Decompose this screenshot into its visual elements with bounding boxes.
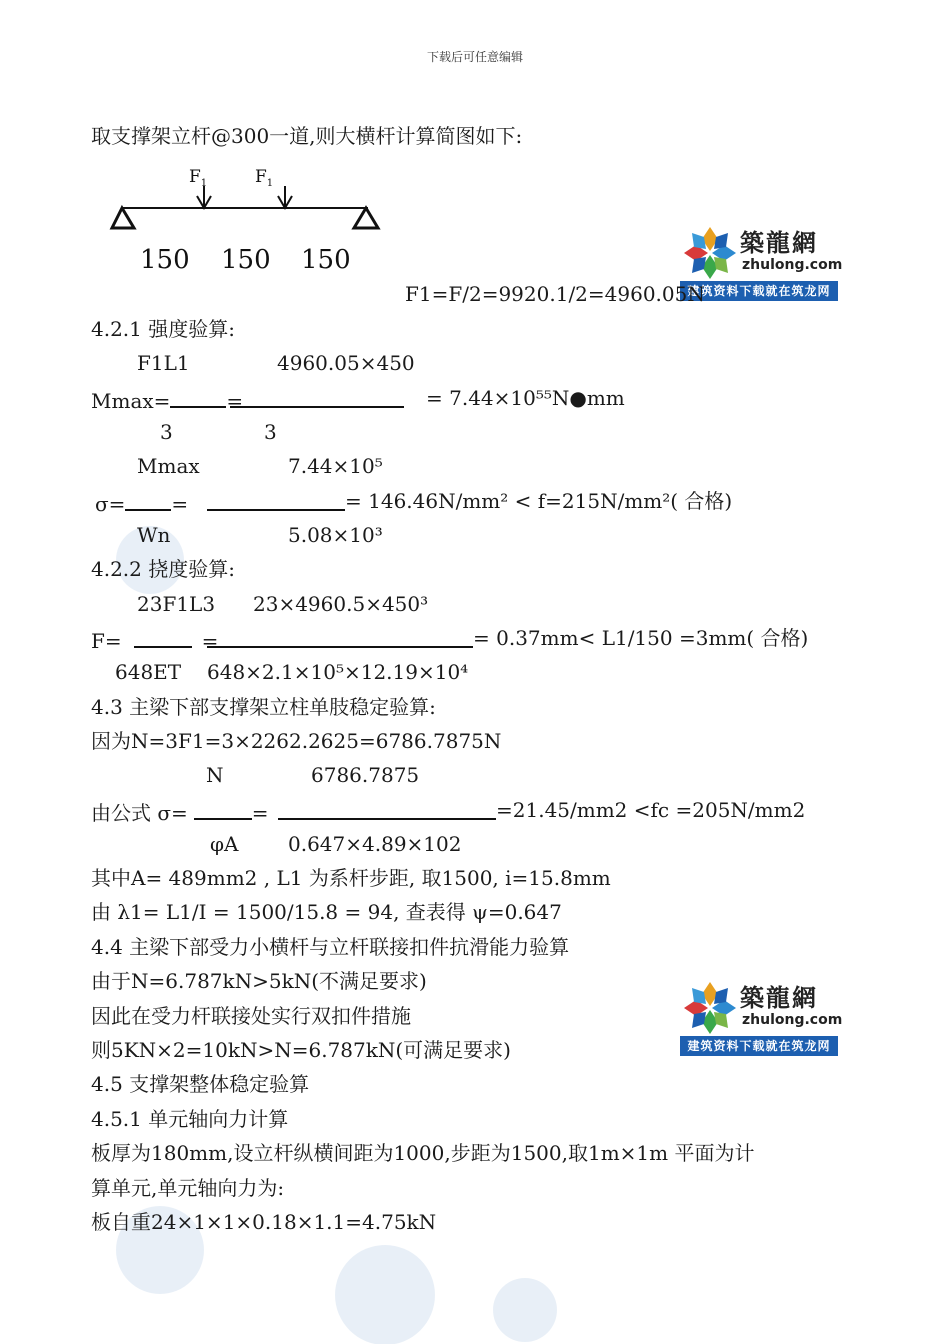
zhulong-logo: 築龍網 zhulong.com 建筑资料下载就在筑龙网 [680,221,838,303]
mmax-equation [91,386,243,413]
numerator2-left: Mmax [137,454,200,478]
watermark-snowflake-icon [330,1240,440,1344]
watermark-snowflake-icon [490,1270,560,1344]
span-label-1: 150 [140,245,190,275]
snowflake-logo-icon [682,980,738,1036]
fraction-bar [278,818,496,820]
numerator2-right: 7.44×10⁵ [288,454,383,478]
sigma-result: = 146.46N/mm² < f=215N/mm²( 合格) [345,489,733,513]
fraction-bar [207,509,345,511]
force-arrow-2-icon [278,186,292,208]
section-heading-44: 4.4 主梁下部受力小横杆与立杆联接扣件抗滑能力验算 [91,935,570,959]
section-heading-451: 4.5.1 单元轴向力计算 [91,1107,289,1131]
numerator-left: F1L1 [137,351,190,375]
equals: = [171,492,189,516]
equals: = [201,629,219,653]
body-line-2: 算单元,单元轴向力为: [91,1176,285,1200]
span-label-3: 150 [301,245,351,275]
denominator2-left: Wn [137,523,171,547]
denominator-right: 648×2.1×10⁵×12.19×10⁴ [207,660,469,684]
body-line-1: 板厚为180mm,设立杆纵横间距为1000,步距为1500,取1m×1m 平面为计 [91,1141,755,1165]
stability-equation [91,798,269,825]
span-label-2: 150 [221,245,271,275]
zhulong-logo: 築龍網 zhulong.com 建筑资料下载就在筑龙网 [680,976,838,1058]
right-support-icon [354,208,378,228]
denominator-right: 3 [264,420,277,444]
beam-diagram [100,160,400,280]
section-heading-43: 4.3 主梁下部支撑架立柱单肢稳定验算: [91,695,436,719]
denominator2-right: 5.08×10³ [288,523,383,547]
section-heading-422: 4.2.2 挠度验算: [91,557,235,581]
lhs: σ= [95,492,126,516]
numerator-right: 23×4960.5×450³ [253,592,429,616]
stability-result: =21.45/mm2 <fc =205N/mm2 [496,798,806,822]
deflection-result: = 0.37mm< L1/150 =3mm( 合格) [473,626,809,650]
lhs: F= [91,629,122,653]
numerator-right: 4960.05×450 [277,351,415,375]
force-arrow-1-icon [197,186,211,208]
body-line-3: 板自重24×1×1×0.18×1.1=4.75kN [91,1210,437,1234]
f1-formula: F1=F/2=9920.1/2=4960.05N [405,282,705,306]
denominator-left: 648ET [115,660,182,684]
snowflake-logo-icon [682,225,738,281]
axial-force-line: 因为N=3F1=3×2262.2625=6786.7875N [91,729,502,753]
denominator-right: 0.647×4.89×102 [288,832,462,856]
mmax-result: = 7.44×10⁵⁵N●mm [426,386,625,410]
intro-text: 取支撑架立杆@300一道,则大横杆计算简图如下: [91,124,523,148]
force-label-2: $F_1$ [255,167,274,189]
page-header: 下载后可任意编辑 [426,50,523,64]
deflection-equation [91,626,218,653]
denominator-left: φA [210,832,239,856]
force-label-1: $F_1$ [189,167,208,189]
slenderness-line: 由 λ1= L1/I = 1500/15.8 = 94, 查表得 ψ=0.647 [91,900,562,924]
section-heading-421: 4.2.1 强度验算: [91,317,235,341]
fraction-bar [207,646,473,648]
fraction-bar [230,406,404,408]
numerator-left: N [206,763,224,787]
lhs: 由公式 σ= [91,801,188,825]
denominator-left: 3 [160,420,173,444]
numerator-right: 6786.7875 [311,763,420,787]
numerator-left: 23F1L3 [137,592,216,616]
area-line: 其中A= 489mm2 , L1 为系杆步距, 取1500, i=15.8mm [91,866,611,890]
lhs: Mmax= [91,389,171,413]
equals: = [251,801,269,825]
left-support-icon [112,208,134,228]
check-line-1: 由于N=6.787kN>5kN(不满足要求) [91,969,427,993]
equals: = [226,389,244,413]
check-line-3: 则5KN×2=10kN>N=6.787kN(可满足要求) [91,1038,511,1062]
check-line-2: 因此在受力杆联接处实行双扣件措施 [91,1004,411,1028]
section-heading-45: 4.5 支撑架整体稳定验算 [91,1072,310,1096]
sigma-equation [95,489,188,516]
